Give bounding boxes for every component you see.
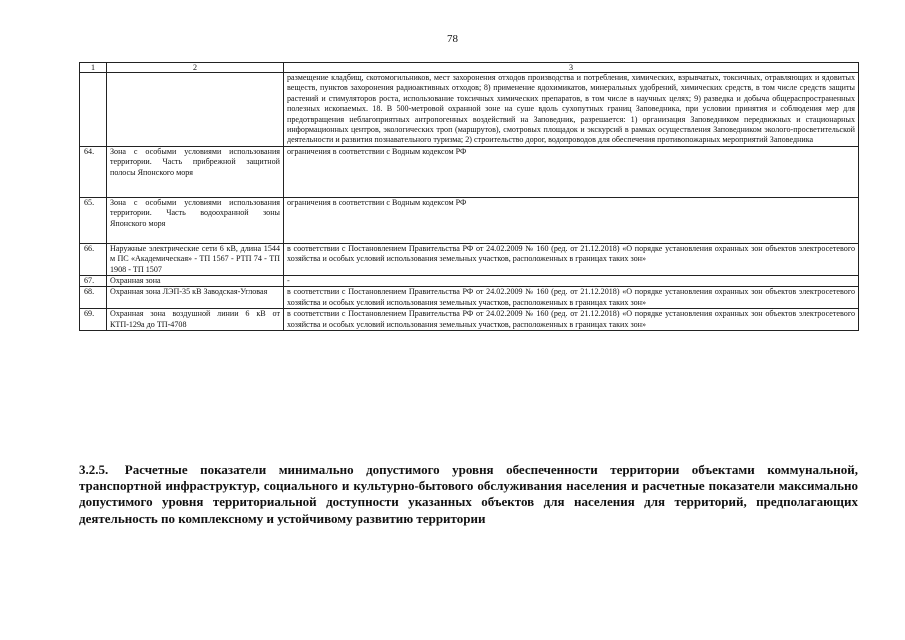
zone-name: Охранная зона (107, 276, 284, 287)
table-row (80, 243, 859, 275)
zone-requirements: размещение кладбищ, скотомогильников, мест захоронения отходов производства и потребления, химических, взрывчатых, токсичных, отравляющих и ядовитых веществ, пунктов захоронения радиоактивных отходов; 8) применение ядохимикатов, минеральных удобрений, химических средств, в том числе средств защиты растений и стимуляторов роста, использование токсичных химических препаратов, в том числе в научных целях; 9) разведка и добыча общераспространенных полезных ископаемых. 18. В 500-метровой охранной зоне на суше вдоль сухопутных границ Заповедника, при условии принятия и соблюдения мер для предотвращения неблагоприятных антропогенных воздействий на Заповедник, разрешается: 1) организация Заповедником передвижных и стационарных информационных центров, экологических троп (маршрутов), смотровых площадок и экскурсий в рамках осуществления Заповедником эколого-просветительской деятельности и развития познавательного туризма; 2) строительство дорог, водопроводов для обеспечения противопожарных мероприятий Заповедника (284, 73, 859, 147)
zone-requirements: ограничения в соответствии с Водным кодексом РФ (284, 197, 859, 243)
table-row (80, 73, 859, 147)
table-row (80, 309, 859, 331)
table-header-row (80, 63, 859, 73)
zone-name: Охранная зона ЛЭП-35 кВ Заводская-Угловая (107, 287, 284, 309)
column-header: 3 (284, 63, 859, 73)
zone-name (107, 73, 284, 147)
table-row (80, 197, 859, 243)
zone-requirements: в соответствии с Постановлением Правительства РФ от 24.02.2009 № 160 (ред. от 21.12.2018) «О порядке установления охранных зон объектов электросетевого хозяйства и особых условий использования земельных участков, расположенных в границах таких зон» (284, 287, 859, 309)
zone-requirements: в соответствии с Постановлением Правительства РФ от 24.02.2009 № 160 (ред. от 21.12.2018) «О порядке установления охранных зон объектов электросетевого хозяйства и особых условий использования земельных участков, расположенных в границах таких зон» (284, 243, 859, 275)
zone-name: Зона с особыми условиями использования территории. Часть прибрежной защитной полосы Японского моря (107, 146, 284, 197)
zone-requirements: в соответствии с Постановлением Правительства РФ от 24.02.2009 № 160 (ред. от 21.12.2018) «О порядке установления охранных зон объектов электросетевого хозяйства и особых условий использования земельных участков, расположенных в границах таких зон» (284, 309, 859, 331)
page-number: 78 (447, 33, 458, 45)
row-number (80, 73, 107, 147)
table-row (80, 287, 859, 309)
zone-requirements: ограничения в соответствии с Водным кодексом РФ (284, 146, 859, 197)
row-number: 66. (80, 243, 107, 275)
column-header: 1 (80, 63, 107, 73)
section-title: Расчетные показатели минимально допустимого уровня обеспеченности территории объектами коммунальной, транспортной инфраструктур, социального и культурно-бытового обслуживания населения и расчетные показатели максимально допустимого уровня территориальной доступности указанных объектов для населения для территорий, предполагающих деятельность по комплексному и устойчивому развитию территории (79, 462, 858, 526)
column-header: 2 (107, 63, 284, 73)
row-number: 64. (80, 146, 107, 197)
table-row (80, 146, 859, 197)
section-number: 3.2.5. (79, 462, 109, 477)
zone-name: Зона с особыми условиями использования территории. Часть водоохранной зоны Японского моря (107, 197, 284, 243)
zones-table (79, 62, 859, 331)
section-heading (79, 462, 858, 527)
zone-requirements: - (284, 276, 859, 287)
row-number: 68. (80, 287, 107, 309)
zone-name: Наружные электрические сети 6 кВ, длина 1544 м ПС «Академическая» - ТП 1567 - РТП 74 - ТП 1908 - ТП 1507 (107, 243, 284, 275)
row-number: 69. (80, 309, 107, 331)
row-number: 65. (80, 197, 107, 243)
row-number: 67. (80, 276, 107, 287)
zone-name: Охранная зона воздушной линии 6 кВ от КТП-129а до ТП-4708 (107, 309, 284, 331)
table-row (80, 276, 859, 287)
